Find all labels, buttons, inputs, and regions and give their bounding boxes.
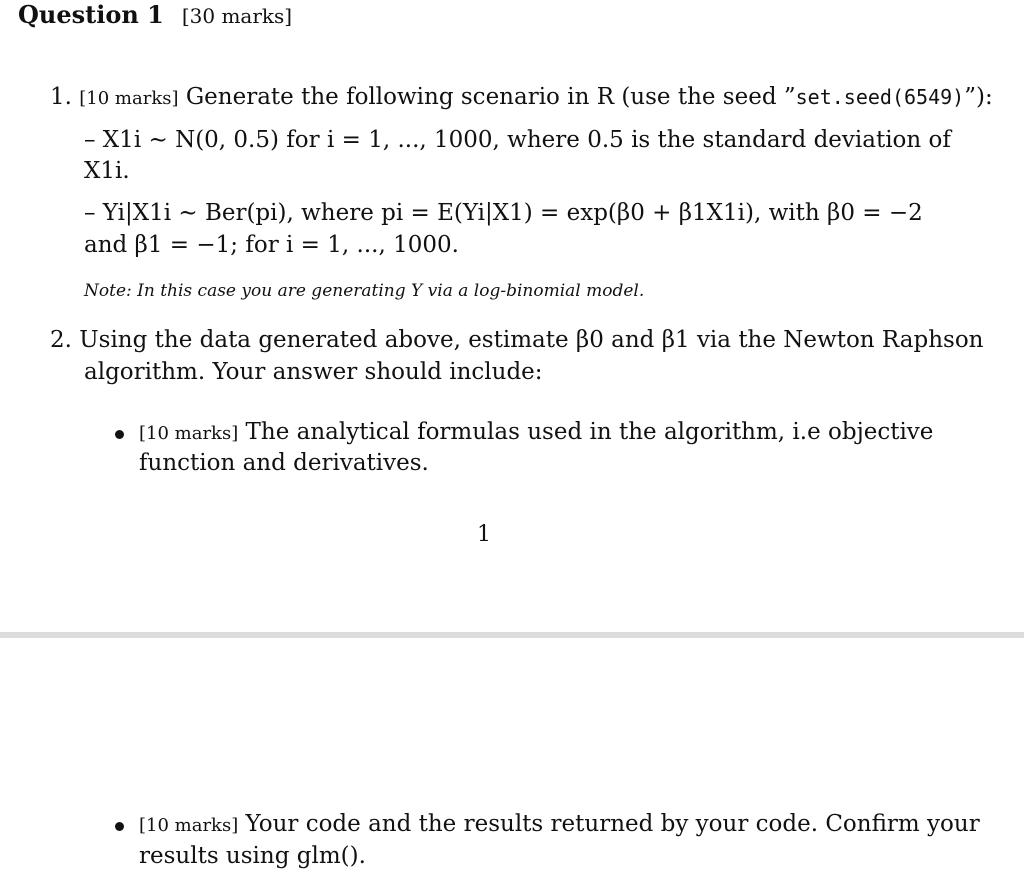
- item-1-number: 1.: [50, 84, 72, 110]
- bullet-1-line-2: function and derivatives.: [139, 450, 429, 476]
- item-1-marks: [10 marks]: [79, 88, 179, 109]
- page-number: 1: [477, 522, 491, 547]
- bullet-2-line-2: results using glm().: [139, 843, 366, 869]
- bullet-2-line-1: [139, 811, 980, 837]
- bullet-1-marker: [115, 430, 124, 439]
- item-1-sub-1-line-2: X1i.: [84, 158, 130, 184]
- item-2-line-2: algorithm. Your answer should include:: [84, 359, 543, 385]
- item-1-sub-2-line-1: – Yi|X1i ∼ Ber(pi), where pi = E(Yi|X1) = exp(β0 + β1X1i), with β0 = −2: [84, 200, 923, 226]
- bullet-2-text-1: Your code and the results returned by your code. Confirm your: [245, 811, 980, 837]
- question-marks: [30 marks]: [181, 4, 293, 28]
- item-1-text: Generate the following scenario in R (use the seed ”: [185, 84, 796, 110]
- item-1-line: [50, 84, 993, 110]
- item-2-number: 2.: [50, 327, 72, 353]
- question-title: Question 1: [18, 0, 164, 29]
- bullet-1-marks: [10 marks]: [139, 423, 239, 444]
- item-1-sub-2-line-2: and β1 = −1; for i = 1, ..., 1000.: [84, 232, 459, 258]
- item-1-note: Note: In this case you are generating Y via a log-binomial model.: [84, 281, 645, 301]
- item-1-sub-1-line-1: – X1i ∼ N(0, 0.5) for i = 1, ..., 1000, where 0.5 is the standard deviation of: [84, 127, 951, 153]
- bullet-1-text-1: The analytical formulas used in the algorithm, i.e objective: [245, 419, 934, 445]
- bullet-2-marks: [10 marks]: [139, 815, 239, 836]
- item-2-text-1: Using the data generated above, estimate β0 and β1 via the Newton Raphson: [79, 327, 984, 353]
- bullet-2-marker: [115, 822, 124, 831]
- item-1-seed-code: set.seed(6549): [795, 85, 965, 109]
- item-2-line-1: [50, 327, 984, 353]
- question-heading: [18, 0, 292, 29]
- bullet-1-line-1: [139, 419, 933, 445]
- page-break-divider: [0, 632, 1024, 638]
- item-1-text-after: ”):: [964, 84, 993, 110]
